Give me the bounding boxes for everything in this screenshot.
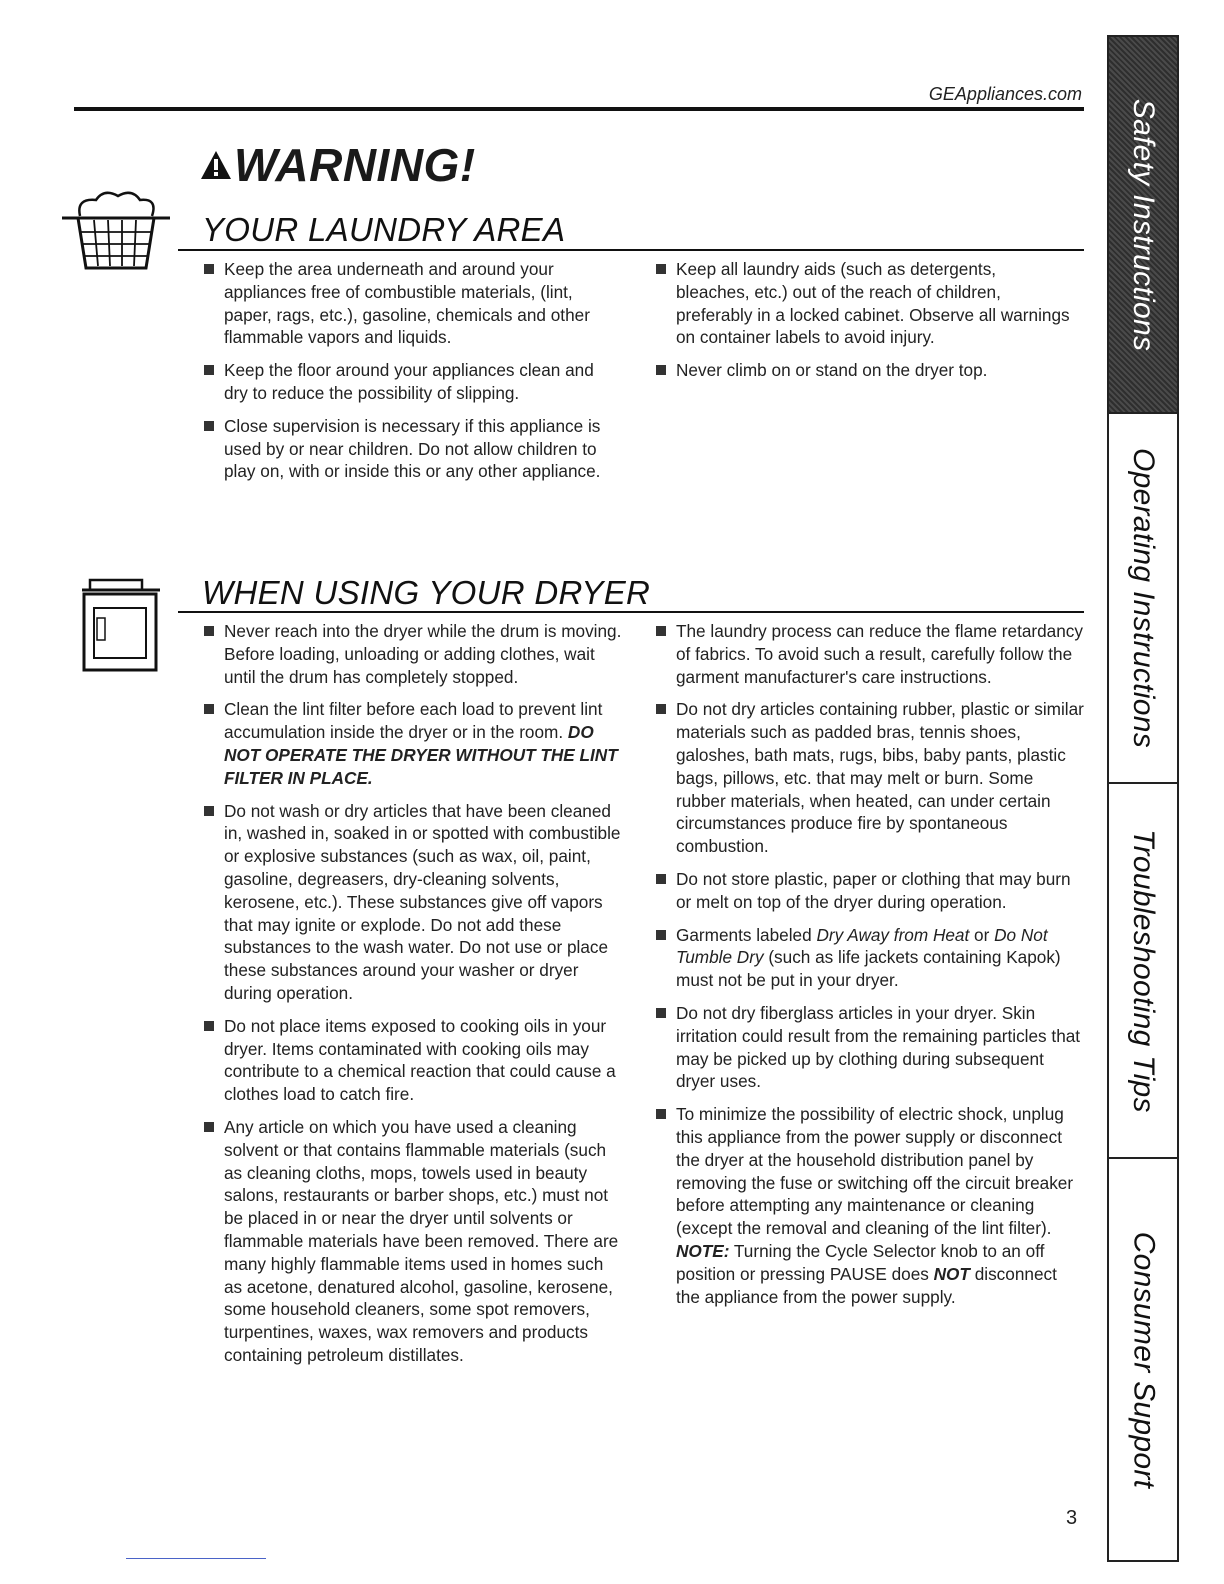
bullet-icon — [656, 874, 666, 884]
bullet-icon — [656, 264, 666, 274]
laundry-area-right-column — [654, 258, 1074, 392]
bullet-icon — [204, 1021, 214, 1031]
using-dryer-left-column — [202, 620, 622, 1377]
warning-title: WARNING! — [234, 139, 476, 191]
list-item: Do not dry articles containing rubber, plastic or similar materials such as padded bras, tennis shoes, galoshes, bath mats, rugs, bibs, baby pants, plastic bags, pillows, etc. that may melt or burn. Some rubber materials, when heated, can under certain circumstances produce fire by spontaneous combustion. — [654, 698, 1084, 858]
tab-label: Operating Instructions — [1127, 447, 1160, 749]
list-item: Keep the area underneath and around your appliances free of combustible materials, (lint, paper, rags, etc.), gasoline, chemicals and other flammable vapors and liquids. — [202, 258, 622, 349]
tab-safety-instructions[interactable] — [1109, 37, 1177, 414]
list-item: Do not store plastic, paper or clothing that may burn or melt on top of the dryer during operation. — [654, 868, 1084, 914]
bullet-icon — [204, 704, 214, 714]
list-item: Do not dry fiberglass articles in your dryer. Skin irritation could result from the remaining particles that may be picked up by clothing during subsequent dryer uses. — [654, 1002, 1084, 1093]
laundry-area-left-column — [202, 258, 622, 493]
list-item: Keep all laundry aids (such as detergents, bleaches, etc.) out of the reach of children, preferably in a locked cabinet. Observe all warnings on container labels to avoid injury. — [654, 258, 1074, 349]
bullet-icon — [204, 1122, 214, 1132]
using-dryer-right-column — [654, 620, 1084, 1318]
bullet-icon — [656, 930, 666, 940]
list-item: Never climb on or stand on the dryer top. — [654, 359, 1074, 382]
warning-triangle-icon — [200, 150, 232, 180]
section-title-laundry-area: YOUR LAUNDRY AREA — [202, 211, 566, 248]
dryer-icon — [80, 576, 170, 676]
bullet-icon — [656, 1008, 666, 1018]
list-item: Clean the lint filter before each load to prevent lint accumulation inside the dryer or in the room. DO NOT OPERATE THE DRYER WITHOUT THE LINT FILTER IN PLACE. — [202, 698, 622, 789]
bullet-icon — [656, 365, 666, 375]
laundry-basket-icon — [56, 186, 176, 276]
tab-label: Troubleshooting Tips — [1127, 828, 1161, 1113]
header-rule — [74, 107, 1084, 111]
tab-operating-instructions[interactable] — [1109, 414, 1177, 784]
list-item: Any article on which you have used a cleaning solvent or that contains flammable materials (such as cleaning cloths, mops, towels used in beauty salons, restaurants or barber shops, etc.) must not be placed in or near the dryer until solvents or flammable materials have been removed. There are many highly flammable items used in homes such as acetone, denatured alcohol, gasoline, kerosene, some household cleaners, some spot removers, turpentines, waxes, wax removers and products containing petroleum distillates. — [202, 1116, 622, 1367]
list-item: Keep the floor around your appliances clean and dry to reduce the possibility of slipping. — [202, 359, 622, 405]
bullet-icon — [656, 704, 666, 714]
bullet-icon — [656, 1109, 666, 1119]
bullet-icon — [204, 421, 214, 431]
bullet-icon — [204, 365, 214, 375]
link-underline — [126, 1558, 266, 1559]
list-item: Do not place items exposed to cooking oils in your dryer. Items contaminated with cooking oils may contribute to a chemical reaction that could cause a clothes load to catch fire. — [202, 1015, 622, 1106]
warning-heading — [200, 138, 476, 192]
list-item: Do not wash or dry articles that have been cleaned in, washed in, soaked in or spotted with combustible or explosive substances (such as wax, oil, paint, gasoline, degreasers, dry-cleaning solvents, kerosene, etc.). These substances give off vapors that may ignite or explode. Do not add these substances to the wash water. Do not use or place these substances around your washer or dryer during operation. — [202, 800, 622, 1005]
list-item: Never reach into the dryer while the drum is moving. Before loading, unloading or adding clothes, wait until the drum has completely stopped. — [202, 620, 622, 688]
bullet-icon — [204, 264, 214, 274]
tab-label: Safety Instructions — [1127, 98, 1161, 351]
bullet-icon — [204, 806, 214, 816]
list-item: Garments labeled Dry Away from Heat or Do Not Tumble Dry (such as life jackets containing Kapok) must not be put in your dryer. — [654, 924, 1084, 992]
list-item: Close supervision is necessary if this appliance is used by or near children. Do not allow children to play on, with or inside this or any other appliance. — [202, 415, 622, 483]
page-number: 3 — [1066, 1507, 1078, 1529]
section-rule — [178, 249, 1084, 251]
section-tabs — [1107, 35, 1179, 1562]
site-url: GEAppliances.com — [928, 84, 1082, 104]
section-title-using-dryer: WHEN USING YOUR DRYER — [202, 574, 651, 611]
list-item: To minimize the possibility of electric shock, unplug this appliance from the power supply or disconnect the dryer at the household distribution panel by removing the fuse or switching off the circuit breaker before attempting any maintenance or cleaning (except the removal and cleaning of the lint filter). NOTE: Turning the Cycle Selector knob to an off position or pressing PAUSE does NOT disconnect the appliance from the power supply. — [654, 1103, 1084, 1308]
section-rule — [178, 611, 1084, 613]
tab-consumer-support[interactable] — [1109, 1159, 1177, 1560]
bullet-icon — [204, 626, 214, 636]
bullet-icon — [656, 626, 666, 636]
tab-troubleshooting-tips[interactable] — [1109, 784, 1177, 1159]
tab-label: Consumer Support — [1127, 1231, 1160, 1488]
list-item: The laundry process can reduce the flame retardancy of fabrics. To avoid such a result, carefully follow the garment manufacturer's care instructions. — [654, 620, 1084, 688]
